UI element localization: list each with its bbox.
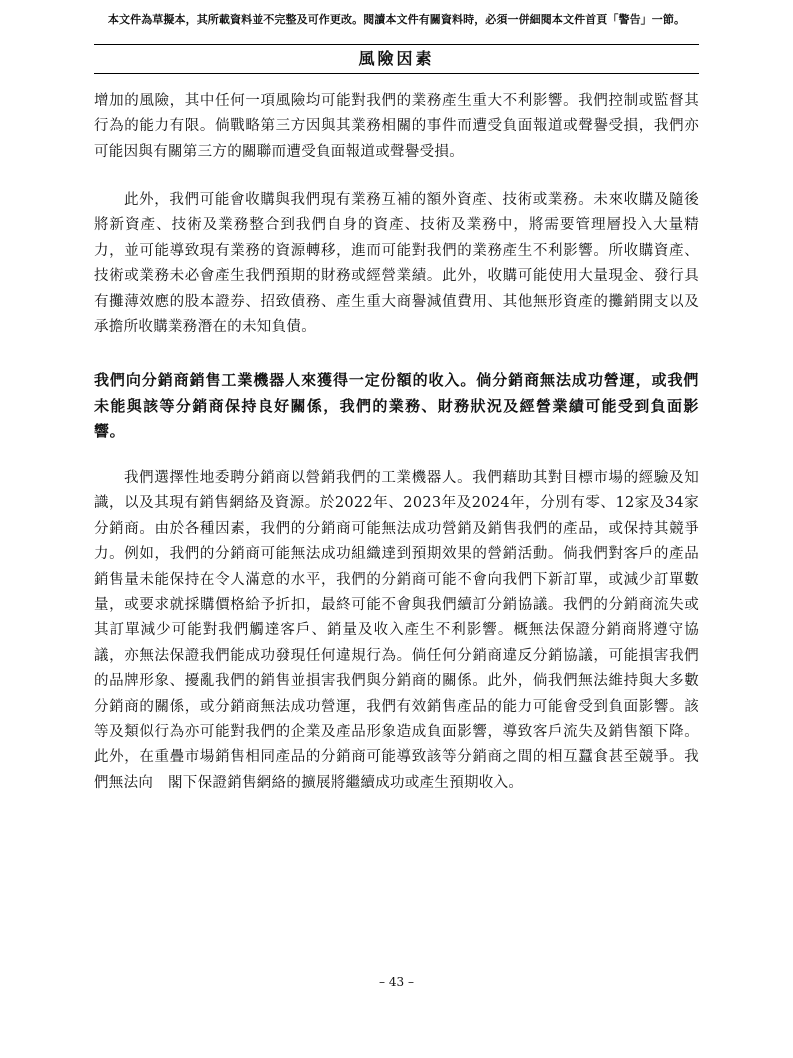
header-bottom-rule [94,73,699,74]
header-top-rule [94,44,699,45]
draft-notice: 本文件為草擬本，其所載資料並不完整及可作更改。閱讀本文件有關資料時，必須一併細閱本文件首頁「警告」一節。 [107,13,686,26]
page-number: – 43 – [379,975,414,989]
paragraph-continued: 增加的風險，其中任何一項風險均可能對我們的業務產生重大不利影響。我們控制或監督其行為的能力有限。倘戰略第三方因與其業務相關的事件而遭受負面報道或聲譽受損，我們亦可能因與有關第三方的關聯而遭受負面報道或聲譽受損。 [94,93,699,160]
paragraph-distributors: 我們選擇性地委聘分銷商以營銷我們的工業機器人。我們藉助其對目標市場的經驗及知識，以及其現有銷售網絡及資源。於2022年、2023年及2024年，分別有零、12家及34家分銷商。由於各種因素，我們的分銷商可能無法成功營銷及銷售我們的產品，或保持其競爭力。例如，我們的分銷商可能無法成功組織達到預期效果的營銷活動。倘我們對客戶的產品銷售量未能保持在令人滿意的水平，我們的分銷商可能不會向我們下新訂單，或減少訂單數量，或要求就採購價格給予折扣，最終可能不會與我們續訂分銷協議。我們的分銷商流失或其訂單減少可能對我們觸達客戶、銷量及收入產生不利影響。概無法保證分銷商將遵守協議，亦無法保證我們能成功發現任何違規行為。倘任何分銷商違反分銷協議，可能損害我們的品牌形象、擾亂我們的銷售並損害我們與分銷商的關係。此外，倘我們無法維持與大多數分銷商的關係，或分銷商無法成功營運，我們有效銷售產品的能力可能會受到負面影響。該等及類似行為亦可能對我們的企業及產品形象造成負面影響，導致客戶流失及銷售額下降。此外，在重疊市場銷售相同產品的分銷商可能導致該等分銷商之間的相互蠶食甚至競爭。我們無法向 閣下保證銷售網絡的擴展將繼續成功或產生預期收入。 [94,470,699,791]
section-title: 風險因素 [358,49,435,68]
paragraph-acquisitions: 此外，我們可能會收購與我們現有業務互補的額外資產、技術或業務。未來收購及隨後將新資產、技術及業務整合到我們自身的資產、技術及業務中，將需要管理層投入大量精力，並可能導致現有業務的資源轉移，進而可能對我們的業務產生不利影響。所收購資產、技術或業務未必會產生我們預期的財務或經營業績。此外，收購可能使用大量現金、發行具有攤薄效應的股本證券、招致債務、產生重大商譽減值費用、其他無形資產的攤銷開支以及承擔所收購業務潛在的未知負債。 [94,192,699,336]
risk-heading-distributors: 我們向分銷商銷售工業機器人來獲得一定份額的收入。倘分銷商無法成功營運，或我們未能與該等分銷商保持良好關係，我們的業務、財務狀況及經營業績可能受到負面影響。 [94,371,699,440]
